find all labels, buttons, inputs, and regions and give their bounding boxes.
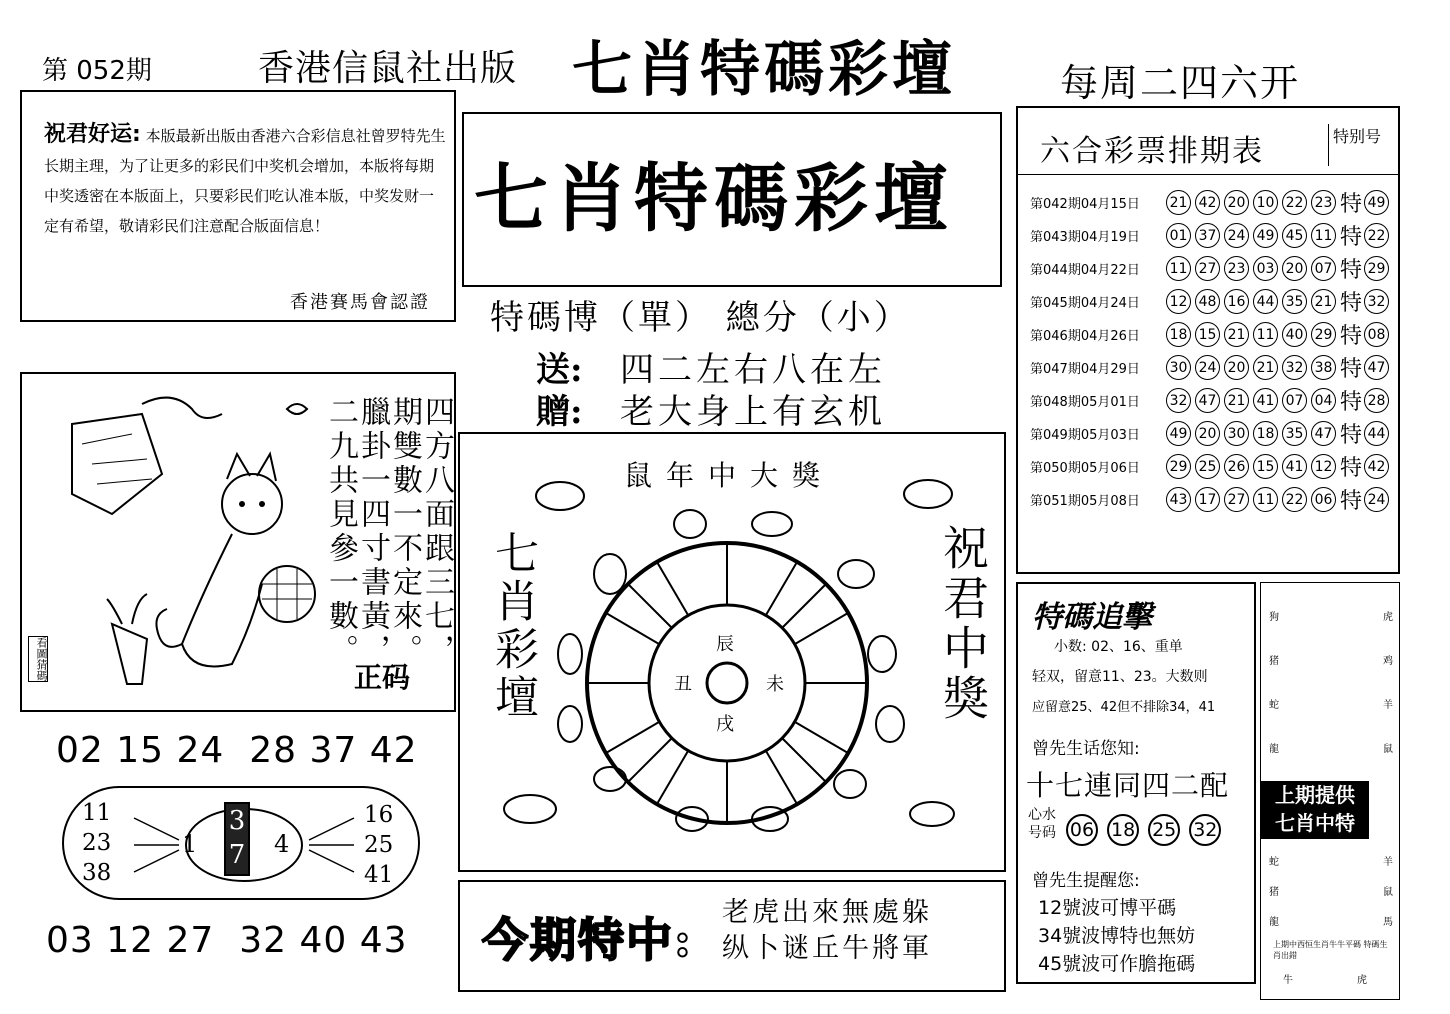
right-num: 16 — [364, 802, 394, 828]
left-vertical: 七肖彩壇 — [487, 530, 538, 722]
animal-illustrations — [460, 434, 1008, 874]
ball-number: 35 — [1282, 289, 1307, 314]
ball-number: 32 — [1166, 388, 1191, 413]
ball-number: 24 — [1195, 355, 1220, 380]
ball-number: 11 — [1311, 223, 1336, 248]
poem-col-4: 二九共見參一數。 — [323, 396, 358, 668]
special-ball: 49 — [1364, 190, 1389, 215]
animal-label: 狗 — [1269, 611, 1279, 623]
animal-label: 羊 — [1383, 699, 1393, 711]
ball-number: 45 — [1282, 223, 1307, 248]
ball-number: 21 — [1253, 355, 1278, 380]
ball-number: 11 — [1166, 256, 1191, 281]
today-line2: 纵卜谜丘牛將軍 — [722, 933, 932, 964]
schedule-row — [1030, 450, 1393, 483]
left-num: 38 — [82, 860, 112, 886]
special-ball: 22 — [1364, 223, 1389, 248]
ball-number: 11 — [1253, 487, 1278, 512]
ball-number: 20 — [1282, 256, 1307, 281]
notice-heading: 祝君好运: — [44, 122, 141, 147]
ball-number: 01 — [1166, 223, 1191, 248]
side-footnote: 上期中西恒生肖牛牛平碼 特碼生肖出錯 — [1273, 940, 1388, 960]
side-panel — [1260, 582, 1400, 1000]
row-label: 第042期04月15日 — [1030, 197, 1140, 212]
wheel-box — [458, 432, 1006, 872]
gift-label: 贈: — [536, 392, 583, 432]
ball-number: 07 — [1311, 256, 1336, 281]
tracker-box — [1016, 582, 1256, 984]
row-label: 第044期04月22日 — [1030, 263, 1140, 278]
gift-text: 老大身上有玄机 — [620, 392, 886, 432]
animal-label: 鸡 — [1383, 655, 1393, 667]
ball-number: 26 — [1224, 454, 1249, 479]
ball-number: 04 — [1311, 388, 1336, 413]
ball-number: 43 — [1166, 487, 1191, 512]
animal-grid-top — [1269, 593, 1393, 769]
notice-certified: 香港賽馬會認證 — [290, 292, 430, 313]
tracker-hint1: 曾先生话您知: — [1032, 739, 1140, 759]
schedule-tag: 特别号 — [1328, 124, 1381, 166]
animal-label: 羊 — [1383, 856, 1393, 868]
today-label: 今期特中: — [482, 913, 693, 967]
ball-number: 27 — [1195, 256, 1220, 281]
poem-col-2: 期雙數一不定來。 — [387, 396, 422, 668]
ball-number: 18 — [1166, 322, 1191, 347]
ball-number: 37 — [1195, 223, 1220, 248]
center-title-box — [462, 112, 1002, 287]
ball-number: 30 — [1166, 355, 1191, 380]
schedule-label: 每周二四六开 — [1060, 61, 1301, 105]
banner: 上期提供 七肖中特 — [1261, 781, 1369, 839]
special-ball: 29 — [1364, 256, 1389, 281]
numbers-top-row: 02 15 24 28 37 42 — [56, 730, 418, 771]
ball-number: 25 — [1195, 454, 1220, 479]
ball-number: 06 — [1311, 487, 1336, 512]
send-text: 四二左右八在左 — [620, 350, 886, 390]
schedule-row — [1030, 186, 1393, 219]
issue-label: 第 052期 — [42, 56, 152, 86]
ball-number: 41 — [1282, 454, 1307, 479]
special-ball: 28 — [1364, 388, 1389, 413]
ball-number: 20 — [1224, 190, 1249, 215]
ball-number: 15 — [1195, 322, 1220, 347]
tracker-line2: 轻双，留意11、23。大数则 — [1032, 669, 1208, 685]
ball-number: 35 — [1282, 421, 1307, 446]
schedule-row — [1030, 252, 1393, 285]
wheel-char: 未 — [766, 674, 784, 695]
center-big-title: 七肖特碼彩壇 — [474, 156, 954, 242]
animal-label: 鼠 — [1383, 886, 1393, 898]
row-label: 第050期05月06日 — [1030, 461, 1140, 476]
tracker-title: 特碼追擊 — [1032, 600, 1152, 635]
special-ball: 32 — [1364, 289, 1389, 314]
schedule-row — [1030, 417, 1393, 450]
tip: 34號波博特也無妨 — [1038, 925, 1196, 947]
ball-number: 40 — [1282, 322, 1307, 347]
heart-num: 25 — [1148, 814, 1180, 846]
row-label: 第048期05月01日 — [1030, 395, 1140, 410]
ball-number: 22 — [1282, 190, 1307, 215]
ball-number: 29 — [1311, 322, 1336, 347]
ball-number: 10 — [1253, 190, 1278, 215]
header-title: 七肖特碼彩壇 — [572, 35, 956, 105]
ball-number: 16 — [1224, 289, 1249, 314]
today-special-box — [458, 880, 1006, 992]
special-label: 特 — [1340, 291, 1363, 316]
schedule-row — [1030, 219, 1393, 252]
ball-number: 24 — [1224, 223, 1249, 248]
ball-number: 07 — [1282, 388, 1307, 413]
ball-number: 20 — [1224, 355, 1249, 380]
animal-label: 猪 — [1269, 886, 1279, 898]
ball-number: 21 — [1224, 388, 1249, 413]
heart-num: 06 — [1066, 814, 1098, 846]
ball-number: 03 — [1253, 256, 1278, 281]
ball-number: 49 — [1253, 223, 1278, 248]
animal-label: 龍 — [1269, 916, 1279, 928]
special-label: 特 — [1340, 390, 1363, 415]
ball-number: 21 — [1166, 190, 1191, 215]
animal-label: 鼠 — [1383, 743, 1393, 755]
special-label: 特 — [1340, 423, 1363, 448]
ball-number: 32 — [1282, 355, 1307, 380]
row-label: 第047期04月29日 — [1030, 362, 1140, 377]
side-footer-left: 牛 — [1283, 975, 1293, 986]
wheel-char: 丑 — [674, 674, 692, 695]
right-num: 25 — [364, 832, 394, 858]
tip: 45號波可作膽拖碼 — [1038, 953, 1196, 975]
tips — [1038, 894, 1195, 978]
ball-number: 44 — [1253, 289, 1278, 314]
wheel-char: 戌 — [716, 714, 734, 735]
poem-box — [20, 372, 456, 712]
ball-number: 41 — [1253, 388, 1278, 413]
numbers-bottom-row: 03 12 27 32 40 43 — [46, 920, 408, 961]
schedule-rows — [1030, 186, 1393, 516]
mid-box: 3 7 — [224, 802, 250, 876]
ball-number: 21 — [1224, 322, 1249, 347]
ball-number: 47 — [1311, 421, 1336, 446]
tracker-line1: 小数: 02、16、重单 — [1054, 639, 1183, 655]
animal-label: 蛇 — [1269, 699, 1279, 711]
notice-box — [20, 90, 456, 322]
tip: 12號波可博平碼 — [1038, 897, 1177, 919]
special-label: 特 — [1340, 192, 1363, 217]
heart-num: 32 — [1189, 814, 1221, 846]
special-ball: 47 — [1364, 355, 1389, 380]
right-num: 41 — [364, 862, 394, 888]
schedule-row — [1030, 351, 1393, 384]
poem-col-1: 四方八面跟三七， — [419, 396, 454, 668]
heart-nums — [1066, 814, 1225, 846]
row-label: 第045期04月24日 — [1030, 296, 1140, 311]
right-vertical: 祝君中獎 — [936, 524, 990, 724]
ball-number: 27 — [1224, 487, 1249, 512]
today-line1: 老虎出來無處躲 — [722, 897, 932, 928]
ball-number: 20 — [1195, 421, 1220, 446]
ball-number: 48 — [1195, 289, 1220, 314]
ball-number: 23 — [1224, 256, 1249, 281]
wheel-title: 鼠年中大獎 — [624, 459, 835, 492]
special-label: 特 — [1340, 456, 1363, 481]
left-num: 23 — [82, 830, 112, 856]
ball-number: 21 — [1311, 289, 1336, 314]
special-ball: 08 — [1364, 322, 1389, 347]
publisher-label: 香港信鼠社出版 — [258, 48, 518, 89]
row-label: 第051期05月08日 — [1030, 494, 1140, 509]
numbers-oval — [62, 786, 420, 900]
row-label: 第046期04月26日 — [1030, 329, 1140, 344]
ball-number: 17 — [1195, 487, 1220, 512]
ball-number: 22 — [1282, 487, 1307, 512]
ball-number: 18 — [1253, 421, 1278, 446]
schedule-row — [1030, 384, 1393, 417]
cat-illustration — [52, 384, 322, 704]
ball-number: 12 — [1311, 454, 1336, 479]
tracker-big-line: 十七連同四二配 — [1026, 769, 1230, 802]
wheel-char: 辰 — [716, 634, 734, 655]
animal-label: 猪 — [1269, 655, 1279, 667]
ball-number: 11 — [1253, 322, 1278, 347]
animal-label: 龍 — [1269, 743, 1279, 755]
schedule-title: 六合彩票排期表 — [1040, 134, 1264, 169]
special-label: 特 — [1340, 357, 1363, 382]
special-label: 特 — [1340, 489, 1363, 514]
schedule-row — [1030, 285, 1393, 318]
poem-col-3: 臘卦一四寸書黃， — [355, 396, 390, 668]
heart-num: 18 — [1107, 814, 1139, 846]
ball-number: 42 — [1195, 190, 1220, 215]
ball-number: 30 — [1224, 421, 1249, 446]
special-ball: 42 — [1364, 454, 1389, 479]
animal-label: 虎 — [1383, 611, 1393, 623]
special-label: 特 — [1340, 324, 1363, 349]
row-label: 第043期04月19日 — [1030, 230, 1140, 245]
ball-number: 38 — [1311, 355, 1336, 380]
ball-number: 15 — [1253, 454, 1278, 479]
mid-left-num: 1 — [182, 830, 198, 858]
poem-answer: 正码 — [354, 661, 411, 694]
mid-right-num: 4 — [274, 830, 290, 858]
special-ball: 24 — [1364, 487, 1389, 512]
send-label: 送: — [536, 350, 583, 390]
notice-body: 本版最新出版由香港六合彩信息社曾罗特先生长期主理，为了让更多的彩民们中奖机会增加，本版将每期中奖透密在本版面上，只要彩民们吃认准本版，中奖发财一定有希望，敬请彩民们注意配合版面信息！ — [44, 127, 446, 235]
special-label: 特 — [1340, 258, 1363, 283]
schedule-row — [1030, 483, 1393, 516]
animal-grid-bottom — [1269, 845, 1393, 935]
animal-label: 馬 — [1383, 916, 1393, 928]
ball-number: 29 — [1166, 454, 1191, 479]
row-label: 第049期05月03日 — [1030, 428, 1140, 443]
center-line1: 特碼博（單） 總分（小） — [490, 298, 911, 338]
schedule-table — [1016, 106, 1400, 574]
special-ball: 44 — [1364, 421, 1389, 446]
ball-number: 47 — [1195, 388, 1220, 413]
special-label: 特 — [1340, 225, 1363, 250]
side-tag: 看圖猜碼 — [28, 636, 48, 682]
tracker-line3: 应留意25、42但不排除34，41 — [1032, 700, 1216, 715]
ball-number: 23 — [1311, 190, 1336, 215]
ball-number: 12 — [1166, 289, 1191, 314]
left-num: 11 — [82, 800, 112, 826]
animal-label: 蛇 — [1269, 856, 1279, 868]
tracker-hint2: 曾先生提醒您: — [1032, 871, 1140, 891]
schedule-row — [1030, 318, 1393, 351]
ball-number: 49 — [1166, 421, 1191, 446]
side-footer-right: 虎 — [1357, 975, 1367, 986]
heart-label: 心水号码 — [1028, 807, 1056, 841]
